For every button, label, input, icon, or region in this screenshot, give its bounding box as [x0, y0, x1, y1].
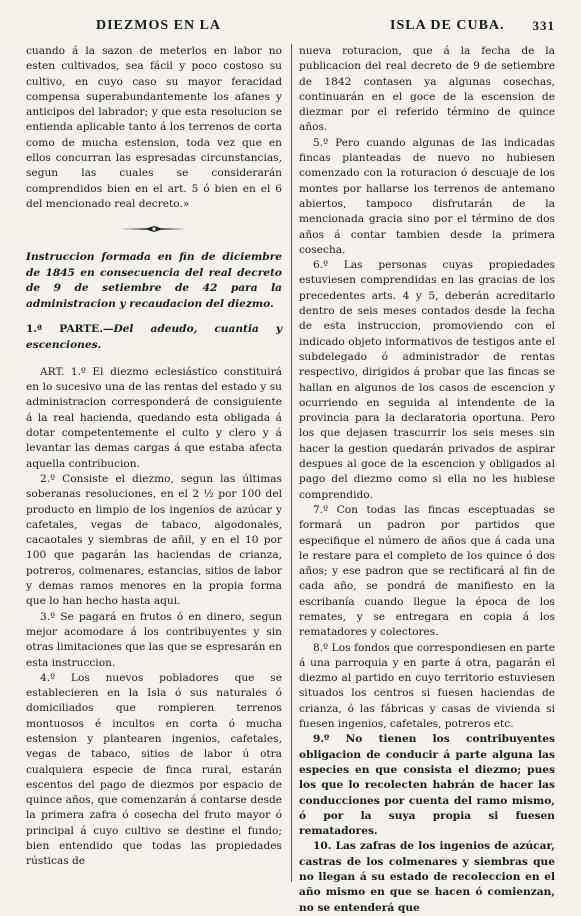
page-number: 331 — [532, 18, 555, 33]
part-heading — [26, 322, 282, 353]
part-label: 1.ª PARTE.— — [26, 323, 114, 336]
article-6: 6.º Las personas cuyas propiedades estuviesen comprendidas en las gracias de los precedentes arts. 4 y 5, deberán acreditarlo dentro de seis meses contados desde la fecha de esta instruccion, promoviendo con el indicado objeto informativos de testigos ante el subdelegado ó administrador de rentas respectivo, dirigidos á probar que las fincas se hallan en algunos de los casos de escencion y ocurriendo en seguida al intendente de la provincia para la declaratoria oportuna. Pero los que dejasen trascurrir los seis meses sin hacer la gestion quedarán privados de aspirar despues al goce de la escencion y obligados al pago del diezmo como si ella no les hubiese comprendido. — [299, 259, 555, 501]
article-1: ART. 1.º El diezmo eclesiástico constituirá en lo sucesivo una de las rentas del estado y su administracion corresponderá de consiguiente á la real hacienda, quedando esta obligada á dotar competentemente el culto y clero y á levantar las demas cargas á que estaba afecta aquella contribucion. — [26, 365, 282, 470]
article-4: 4.º Los nuevos pobladores que se establecieren en la Isla ó sus naturales ó domiciliados que rompieren terrenos montuosos é incultos en corta ó mucha estension y plantearen ingenios, cafetales, vegas de tabaco, sitios de labor ú otra cualquiera especie de finca rural, estarán escentos del pago de diezmos por espacio de quince años, que comenzarán á contarse desde la primera zafra ó cosecha del fruto mayor ó principal á cuyo cultivo se destine el fundo; bien entendido que todas las propiedades rústicas de — [26, 671, 282, 868]
section-ornament — [26, 218, 282, 240]
column-divider — [291, 44, 292, 882]
running-header — [26, 14, 555, 40]
article-2: 2.º Consiste el diezmo, segun las últimas soberanas resoluciones, en el 2 ½ por 100 del producto en limpio de los ingenios de azúcar y cafetales, vegas de tabaco, algodonales, cacaotales y siembras de añil, y en el 10 por 100 que pagarán las haciendas de crianza, potreros, colmenares, estancias, sitios de labor y demas ramos menores en la propia forma que lo han hecho hasta aqui. — [26, 472, 282, 608]
right-column — [299, 44, 555, 914]
continued-paragraph: cuando á la sazon de meterlos en labor no esten cultivados, sea fácil y poco costoso su cultivo, en cuyo caso su mayor feracidad compensa superabundantemente los afanes y anticipos del labrador; y que esta resolucion se entienda aplicable tanto á los terrenos de corta como de mucha estension, toda vez que en ellos concurran las espresadas circunstancias, segun las cuales se considerarán comprendidos bien en el art. 5 ó bien en el 6 del mencionado real decreto.» — [26, 45, 282, 210]
article-9: 9.º No tienen los contribuyentes obligacion de conducir á parte alguna las especies en que consista el diezmo; pues los que lo recolecten habrán de hacer las conducciones por cuenta del ramo mismo, ó por la suya propia si fuesen rematadores. — [299, 733, 555, 838]
instruction-title: Instruccion formada en fin de diciembre de 1845 en consecuencia del real decreto de 9 de setiembre de 42 para la administracion y recaudacion del diezmo. — [26, 251, 282, 310]
left-column — [26, 44, 282, 894]
article-10: 10. Las zafras de los ingenios de azúcar, castras de los colmenares y siembras que no llegan á su estado de recoleccion en el año mismo en que se hacen ó comienzan, no se entenderá que — [299, 840, 555, 914]
continued-paragraph-right: nueva roturacion, que á la fecha de la publicacion del real decreto de 9 de setiembre de 1842 contasen ya algunas cosechas, continuarán en el goce de la escension de diezmar por el referido término de quince años. — [299, 45, 555, 134]
ornament-divider-icon — [119, 224, 189, 234]
article-5: 5.º Pero cuando algunas de las indicadas fincas planteadas de nuevo no hubiesen comenzado con la roturacion ó descuaje de los montes por hallarse los terrenos de antemano abiertos, tampoco disfrutarán de la mencionada gracia sino por el término de dos años á contar tambien desde la primera cosecha. — [299, 136, 555, 256]
part-title: Del adeudo, cuantia y escenciones. — [26, 323, 282, 351]
article-7: 7.º Con todas las fincas esceptuadas se formará un padron por partidos que especifique el número de años que á cada una le restare para el completo de los quince ó dos años; y ese padron que se rectificará al fin de cada año, se pondrá de manifiesto en la escribanía cuando llegue la época de los remates, y se entregara en copia á los rematadores y colectores. — [299, 503, 555, 639]
two-column-body — [26, 44, 555, 914]
header-left-title: DIEZMOS EN LA — [96, 18, 222, 33]
article-3: 3.º Se pagará en frutos ó en dinero, segun mejor acomodare á los contribuyentes y sin otras limitaciones que las que se espresarán en esta instruccion. — [26, 610, 282, 669]
article-8: 8.º Los fondos que correspondiesen en parte á una parroquia y en parte á otra, pagarán el diezmo al partido en cuyo territorio estuviesen situados los centros si fuesen haciendas de crianza, ó las fábricas y casas de vivienda si fuesen ingenios, cafetales, potreros etc. — [299, 641, 555, 731]
header-right-title: ISLA DE CUBA. — [390, 18, 505, 33]
